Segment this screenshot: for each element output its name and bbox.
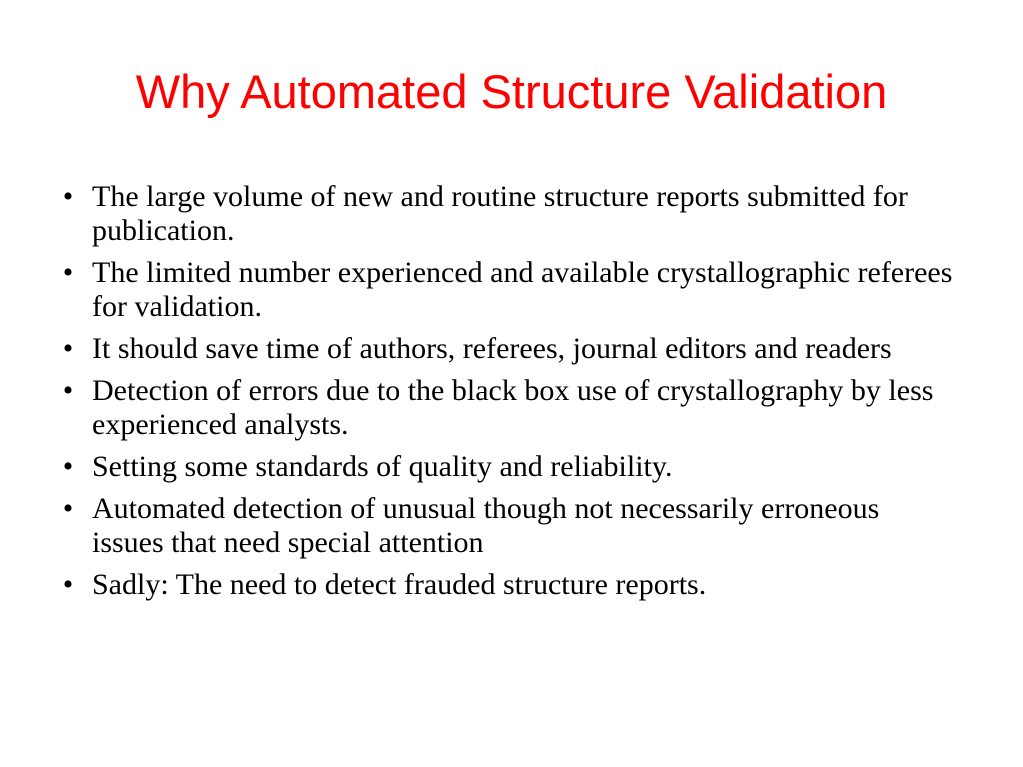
bullet-text: It should save time of authors, referees, journal editors and readers [92, 332, 892, 365]
bullet-text: The limited number experienced and available crystallographic referees for validation. [92, 256, 953, 323]
bullet-text: Automated detection of unusual though not necessarily erroneous issues that need special attention [92, 492, 880, 559]
bullet-dot-icon: • [62, 568, 74, 601]
bullet-text: Setting some standards of quality and reliability. [92, 450, 673, 483]
bullet-text: Sadly: The need to detect frauded structure reports. [92, 568, 707, 601]
bullet-text: The large volume of new and routine structure reports submitted for publication. [92, 180, 908, 247]
bullet-dot-icon: • [62, 180, 74, 213]
slide-title: Why Automated Structure Validation [135, 65, 888, 118]
bullet-item [58, 492, 958, 560]
bullet-dot-icon: • [62, 492, 74, 525]
bullet-item [58, 256, 958, 324]
bullet-text: Detection of errors due to the black box use of crystallography by less experienced analysts. [92, 374, 934, 441]
bullet-item [58, 568, 958, 602]
bullet-dot-icon: • [62, 256, 74, 289]
bullet-dot-icon: • [62, 374, 74, 407]
bullet-dot-icon: • [62, 332, 74, 365]
bullet-list [58, 180, 958, 610]
bullet-item [58, 332, 958, 366]
bullet-dot-icon: • [62, 450, 74, 483]
bullet-item [58, 450, 958, 484]
bullet-item [58, 180, 958, 248]
bullet-item [58, 374, 958, 442]
